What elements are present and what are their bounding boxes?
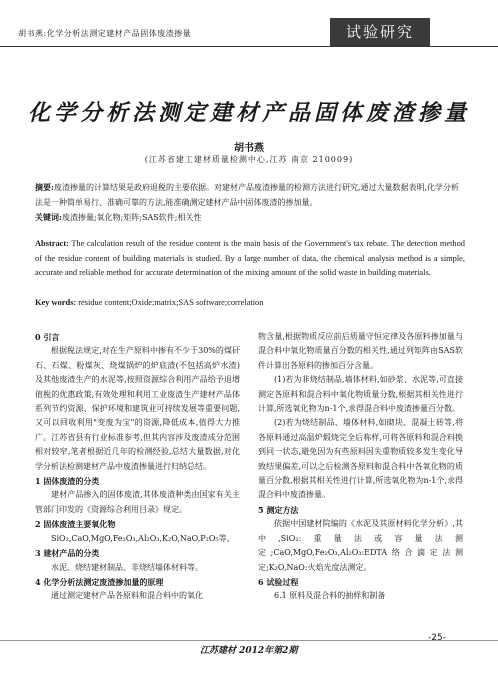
body-left-column [35,330,240,604]
page-number: -25- [428,633,446,643]
paragraph: 依据中国建材院编的《水泥及其原材料化学分析》,其中,SiO₂:重量法或容量法测定;CaO,MgO,Fe₂O₃,Al₂O₃:EDTA络合滴定法测定;K₂O,NaO:火焰光度法测定。 [258,519,463,572]
paragraph: 建材产品掺入的固体废渣,其体废渣种类由国家有关主管部门印发的《资源综合利用目录》规定。 [35,490,240,514]
affiliation: (江苏省建工建材质量检测中心,江苏 南京 210009) [144,155,354,164]
journal-footer: 江苏建材 2012年第2期 [200,646,298,656]
keywords-cn-text: 废渣掺量;氧化物;矩阵;SAS软件;相关性 [61,213,202,222]
paragraph: 6.1 原料及混合料的抽样和制备 [274,591,386,601]
body-right-column [258,330,463,604]
abstract-en-text: The calculation result of the residue content is the main basis of the Government's tax rebate. The detection method of the residue content of building materials is studied. By a large number of data, the chemical analysis method is a simple, accurate and reliable method for accurate determination of the mixing amount of the solid waste in building materials. [35,239,465,277]
abstract-cn-label: 摘要: [35,182,54,192]
paragraph: 物含量,根据物质反应前后质量守恒定律及各原料掺加量与混合料中氧化物质量百分数的相关性,通过列矩阵由SAS软件计算出各原料的掺加百分含量。 [258,332,463,370]
header-rule [0,46,498,47]
paragraph: 水泥、烧结建材制品、非烧结墙体材料等。 [51,562,203,572]
paragraph: (1)若为非烧结制品,墙体材料,如砂浆、水泥等,可直接测定各原料和混合料中氧化物质量分数,根据其相关性进行计算,所选氧化物为n-1个,求得混合料中废渣掺量百分数。 [258,375,463,414]
footer-rule [0,640,498,641]
section-heading: 3 建材产品的分类 [35,548,100,559]
article-title: 化学分析法测定建材产品固体废渣掺量 [27,100,470,126]
keywords-cn-label: 关键词: [35,212,62,222]
section-heading: 0 引言 [35,332,60,342]
section-heading: 5 测定方法 [258,504,299,515]
abstract-en-label: Abstract: [35,239,69,248]
keywords-cn [35,210,465,225]
paragraph: 根据税法规定,对在生产原料中掺有不少于30%的煤矸石、石煤、粉煤灰、烧煤锅炉的炉底渣(不包括高炉水渣)及其他废渣生产的水泥等,按照资源综合利用产品给予退增值税的优惠政策,有效处理和利用工业废渣生产建材产品体系列节约资源、保护环境和建筑业可持续发展等重要问题,又可以回收利用"变废为宝"的资源,降低成本,值得大力推广。江苏省县有行业标准参考,但其内容涉及废渣成分范围相对较窄,笔者根据近几年的检测经验,总结大量数据,对化学分析法检测建材产品中废渣掺量进行归纳总结。 [35,346,240,471]
abstract-cn [35,180,465,210]
section-heading: 1 固体废渣的分类 [35,476,100,487]
keywords-en-text: residue content;Oxide;matrix;SAS software;correlation [78,298,264,307]
paragraph: SiO₂,CaO,MgO,Fe₂O₃,Al₂O₃,K₂O,NaO,P₂O₅等。 [51,533,235,543]
abstract-en [35,237,465,281]
abstract-cn-text: 废渣掺量的计算结果是政府退税的主要依据。对建材产品废渣掺量的检测方法进行研究,通过大量数据表明,化学分析法是一种简单易行、准确可靠的方法,能准确测定建材产品中固体废渣的掺加量。 [35,183,460,207]
section-heading: 2 固体废渣主要氧化物 [35,519,116,530]
author: 胡书燕 [234,143,264,154]
keywords-en [35,298,465,307]
paragraph: 通过测定建材产品各原料和混合料中的氧化 [51,591,203,601]
section-heading: 4 化学分析法测定废渣掺加量的原理 [35,576,164,587]
running-header: 胡书燕:化学分析法测定建材产品固体废渣掺量 [18,29,192,38]
paragraph: (2)若为烧结制品、墙体材料,如砌块、混凝土砖等,将各原料通过高温炉煅烧完全后称样,可将各原料和混合料换到同一状态,避免因为有些原料因失重物质较多发生变化导致结果偏差,可以之后检测各原料和混合料中各氧化物的质量百分数,根据其相关性进行计算,所选氧化物为n-1个,求得混合料中废渣掺量。 [258,418,463,500]
keywords-en-label: Key words: [35,298,77,307]
section-heading: 6 试验过程 [258,576,299,587]
section-tag: 试验研究 [330,18,430,46]
